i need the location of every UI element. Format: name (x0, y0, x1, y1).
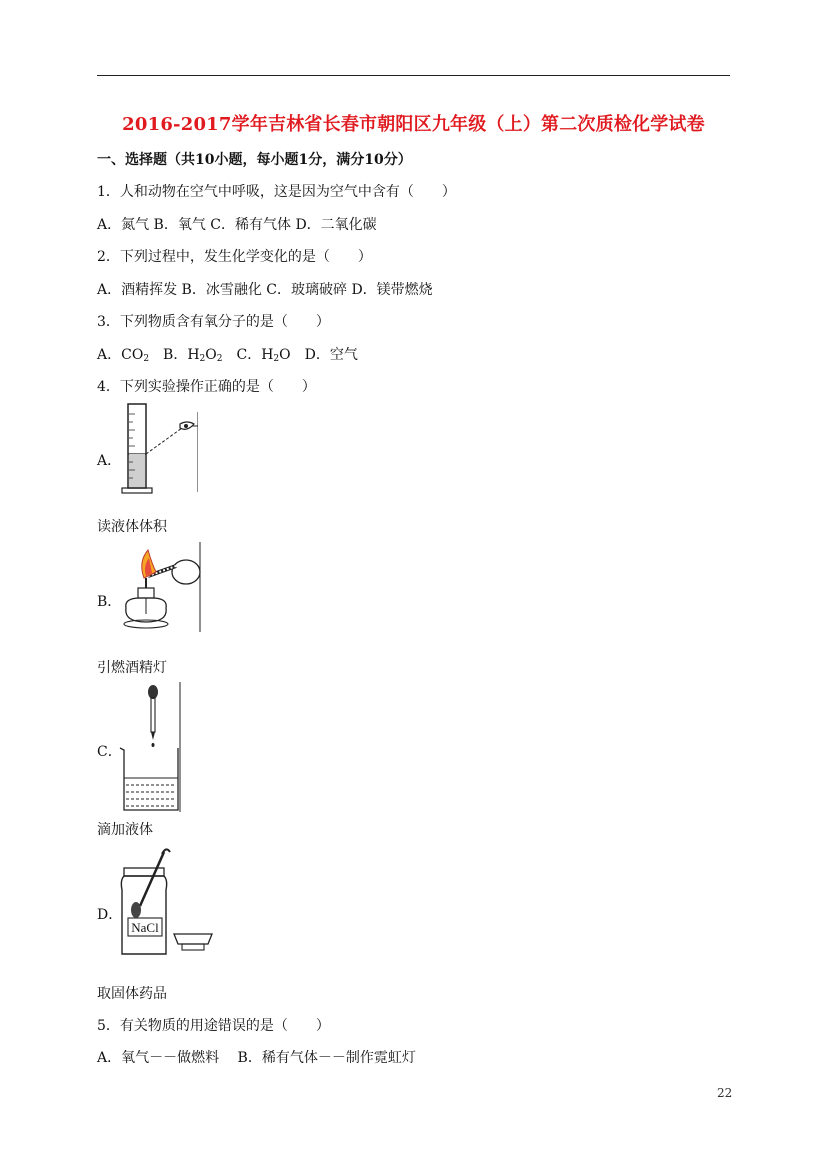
question-1-options: A．氮气 B．氧气 C．稀有气体 D．二氧化碳 (97, 217, 377, 233)
option-d-caption: 取固体药品 (97, 986, 167, 1002)
question-4-stem: 4．下列实验操作正确的是（ ） (97, 379, 316, 395)
option-b-caption: 引燃酒精灯 (97, 660, 167, 676)
section-heading: 一、选择题（共10小题，每小题1分，满分10分） (97, 152, 412, 168)
page-number: 22 (717, 1086, 733, 1100)
reagent-bottle-figure (118, 846, 222, 960)
alcohol-lamp-figure (118, 542, 204, 634)
question-2-options: A．酒精挥发 B．冰雪融化 C．玻璃破碎 D．镁带燃烧 (97, 282, 433, 298)
page-title: 2016-2017学年吉林省长春市朝阳区九年级（上）第二次质检化学试卷 (122, 114, 705, 135)
question-2-stem: 2．下列过程中，发生化学变化的是（ ） (97, 249, 372, 265)
option-a-caption: 读液体体积 (97, 519, 167, 535)
option-b-label: B． (97, 594, 122, 610)
dropper-beaker-figure (118, 682, 184, 814)
option-c-label: C． (97, 744, 122, 760)
graduated-cylinder-figure (120, 402, 198, 496)
question-1-stem: 1．人和动物在空气中呼吸，这是因为空气中含有（ ） (97, 184, 456, 200)
option-c-caption: 滴加液体 (97, 822, 153, 838)
option-a-label: A． (97, 453, 122, 469)
question-5-options: A．氧气－－做燃料 B．稀有气体－－制作霓虹灯 (97, 1050, 416, 1066)
bottle-label-text: NaCl (131, 920, 159, 935)
question-5-stem: 5．有关物质的用途错误的是（ ） (97, 1018, 330, 1034)
question-3-stem: 3．下列物质含有氧分子的是（ ） (97, 314, 330, 330)
header-rule (97, 75, 730, 76)
question-3-options: A．$CO_2$ B．$H_2O_2$ C．$H_2O$ D．空气 (97, 347, 358, 364)
option-d-label: D． (97, 907, 123, 923)
